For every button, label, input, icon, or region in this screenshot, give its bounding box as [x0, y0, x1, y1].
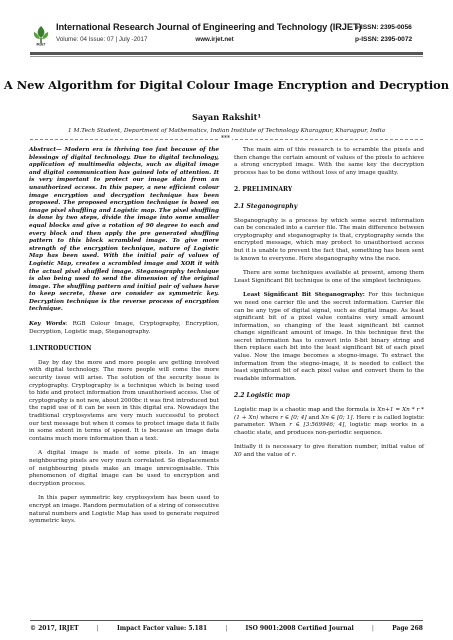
init-r: r [291, 452, 295, 458]
right-column [234, 147, 424, 467]
logistic-map-paragraph [234, 407, 424, 437]
lsb-paragraph [234, 292, 424, 383]
author-affiliation: 1 M.Tech Student, Department of Mathematics, Indian Institute of Technology Kharagpur, Kharagpur, India [67, 128, 386, 134]
lsb-label: Least Significant Bit Steganography: [243, 292, 365, 299]
logo-text: IRJET [36, 42, 46, 46]
steganography-paragraph-1: Steganography is a process by which some secret information can be concealed into a carrier file. The main difference between cryptography and steganography is that, cryptography sends the encrypted message, which may protect to unauthorised access but it is unable to prevent the fact that, something has been sent is known to everyone. Here steganography wins the race. [234, 217, 424, 262]
init-text-a: Initially it is necessary to give iteration number, initial value of [234, 444, 424, 451]
footer-iso: ISO 9001:2008 Certified Journal [245, 625, 354, 632]
keywords-label: Key Words [29, 321, 66, 328]
logistic-map-heading: 2.2 Logistic map [234, 392, 290, 400]
abstract [29, 147, 219, 314]
logistic-init-paragraph [234, 444, 424, 459]
footer-separator: | [96, 625, 99, 632]
logistic-formula: Xn+1 = Xn * r *(1 + Xn) [234, 407, 424, 421]
abstract-label: Abstract— [29, 147, 62, 153]
paper-author: Sayan Rakshit¹ [191, 112, 262, 122]
issn-block [355, 22, 412, 46]
intro-paragraph-2: A digital image is made of some pixels. In an image neighbouring pixels are very much correlated. So displacements of neighbouring pixels make an image unrecognisable. This phenomenon of digital image can be used to encryption and decryption process. [29, 450, 219, 487]
logistic-text-a: Logistic map is a chaotic map and the formula is [234, 407, 378, 414]
journal-name: International Research Journal of Engineering and Technology (IRJET) [56, 22, 362, 32]
e-issn: e-ISSN: 2395-0056 [355, 24, 412, 31]
journal-website: www.irjet.net [195, 36, 234, 43]
keywords [29, 321, 219, 336]
journal-header [56, 22, 362, 43]
footer-page-number: Page 268 [392, 625, 423, 632]
left-column [29, 147, 219, 533]
logistic-cond-chaos: r ∈ [3:569946; 4] [289, 422, 345, 429]
init-x0: X0 [234, 452, 242, 458]
header-rule-thin [30, 56, 423, 57]
p-issn: p-ISSN: 2395-0072 [355, 36, 413, 43]
keywords-text: : RGB Colour Image, Cryptography, Encryption, Decryption, Logistic map, Steganography. [29, 321, 219, 335]
lsb-text: For this technique we need one carrier file and the secret information. Carrier file can be any type of digital signal, such as digital image. As least significant bit of a pixel value contains very small amount information, so changing of the least significant bit cannot change significant amount of image. In this technique first the secret information has to convert into 8-bit binary string and then replace each bit into the least significant bit of each pixel value. Now the image becomes a stegno-image. To extract the information from the stegno-image, it is needed to collect the least significant bit of each pixel value and convert them to the readable information. [234, 292, 424, 382]
header-rule [30, 52, 423, 55]
volume-info: Volume: 04 Issue: 07 | July -2017 [56, 36, 148, 43]
footer-copyright: © 2017, IRJET [30, 625, 79, 632]
paper-title: A New Algorithm for Digital Colour Image Encryption and Decryption [3, 78, 450, 92]
init-text-b: and the value of [241, 452, 292, 458]
intro-paragraph-3: In this paper symmetric key cryptosystem has been used to encrypt an image. Random permutation of a string of consecutive natural numbers and Logistic Map has used to generate required symmetric keys. [29, 495, 219, 525]
logistic-cond-x: Xn ∈ [0; 1] [321, 414, 353, 421]
logistic-text-c: and [306, 414, 322, 421]
intro-heading: 1.INTRODUCTION [29, 345, 92, 353]
intro-paragraph-1: Day by day the more and more people are getting involved with digital technology. The more people will come the more security issue will arise. The solution of the security issue is cryptography. Cryptography is a technique which is being used to hide and protect information from unauthorised access. Use of cryptography is not new, about 2000bc it was first introduced but the rapid use of it can be seen in this digital era. Nowadays the traditional cryptosystems are very much successful to protect our text message but when it comes to protect image data it fails in some extent in terms of speed. It is because an image data contains much more information than a text. [29, 359, 219, 442]
logistic-cond-r: r ∈ [0; 4] [280, 414, 307, 421]
steganography-paragraph-2: There are some techniques available at present, among them Least Significant Bit technique is one of the simplest techniques. [234, 270, 424, 284]
abstract-text: Modern era is thriving too fast because of the blessings of digital technology. Due to digital technology, application of multimedia objects, such as digital image and digital communication has gained lots of attention. It is very important to protect our image data from an unauthorized access. In this paper, a new efficient colour image encryption and decryption technique has been proposed. The proposed encryption technique is based on image pixel shuffling and Logistic map. The pixel shuffling is done by two steps, divide the image into some smaller equal blocks and give a rotation of 90 degree to each and every block and then apply the pre generated shuffling pattern to this block scrambled image. To give more strength of the encryption technique, nature of Logistic Map has been used. With the initial pair of values of Logistic Map, creates a scrambled image and XOR it with the actual pixel shuffled image. Steganography technique is also being used to send the dimension of the original image. The shuffling pattern and initial pair of values have to keep secrete, these are consider as symmetric key. Decryption technique is the reverse process of encryption technique. [29, 147, 219, 313]
steganography-heading: 2.1 Steganography [234, 202, 298, 210]
footer-separator: | [371, 625, 374, 632]
footer-impact-factor: Impact Factor value: 5.181 [116, 625, 208, 632]
divider-stars: *** [221, 135, 230, 142]
intro-paragraph-4: The main aim of this research is to scramble the pixels and then change the certain amount of values of the pixels to achieve a strong encrypted image. With the same key the decryption process has to be done without loss of any image quality. [234, 147, 424, 176]
volume-row [56, 36, 346, 43]
footer-separator: | [225, 625, 228, 632]
preliminary-heading: 2. PRELIMINARY [234, 186, 293, 194]
footer-rule [30, 620, 423, 621]
page-footer [30, 625, 423, 632]
logistic-text-e: , logistic map works in a chaotic state, and produces non-periodic sequence. [234, 422, 424, 436]
logistic-text-b: where [258, 414, 281, 421]
init-text-c: . [294, 452, 297, 458]
irjet-logo-icon [30, 24, 52, 46]
logistic-text-d: . Here r is called logistic parameter. When [234, 414, 424, 429]
